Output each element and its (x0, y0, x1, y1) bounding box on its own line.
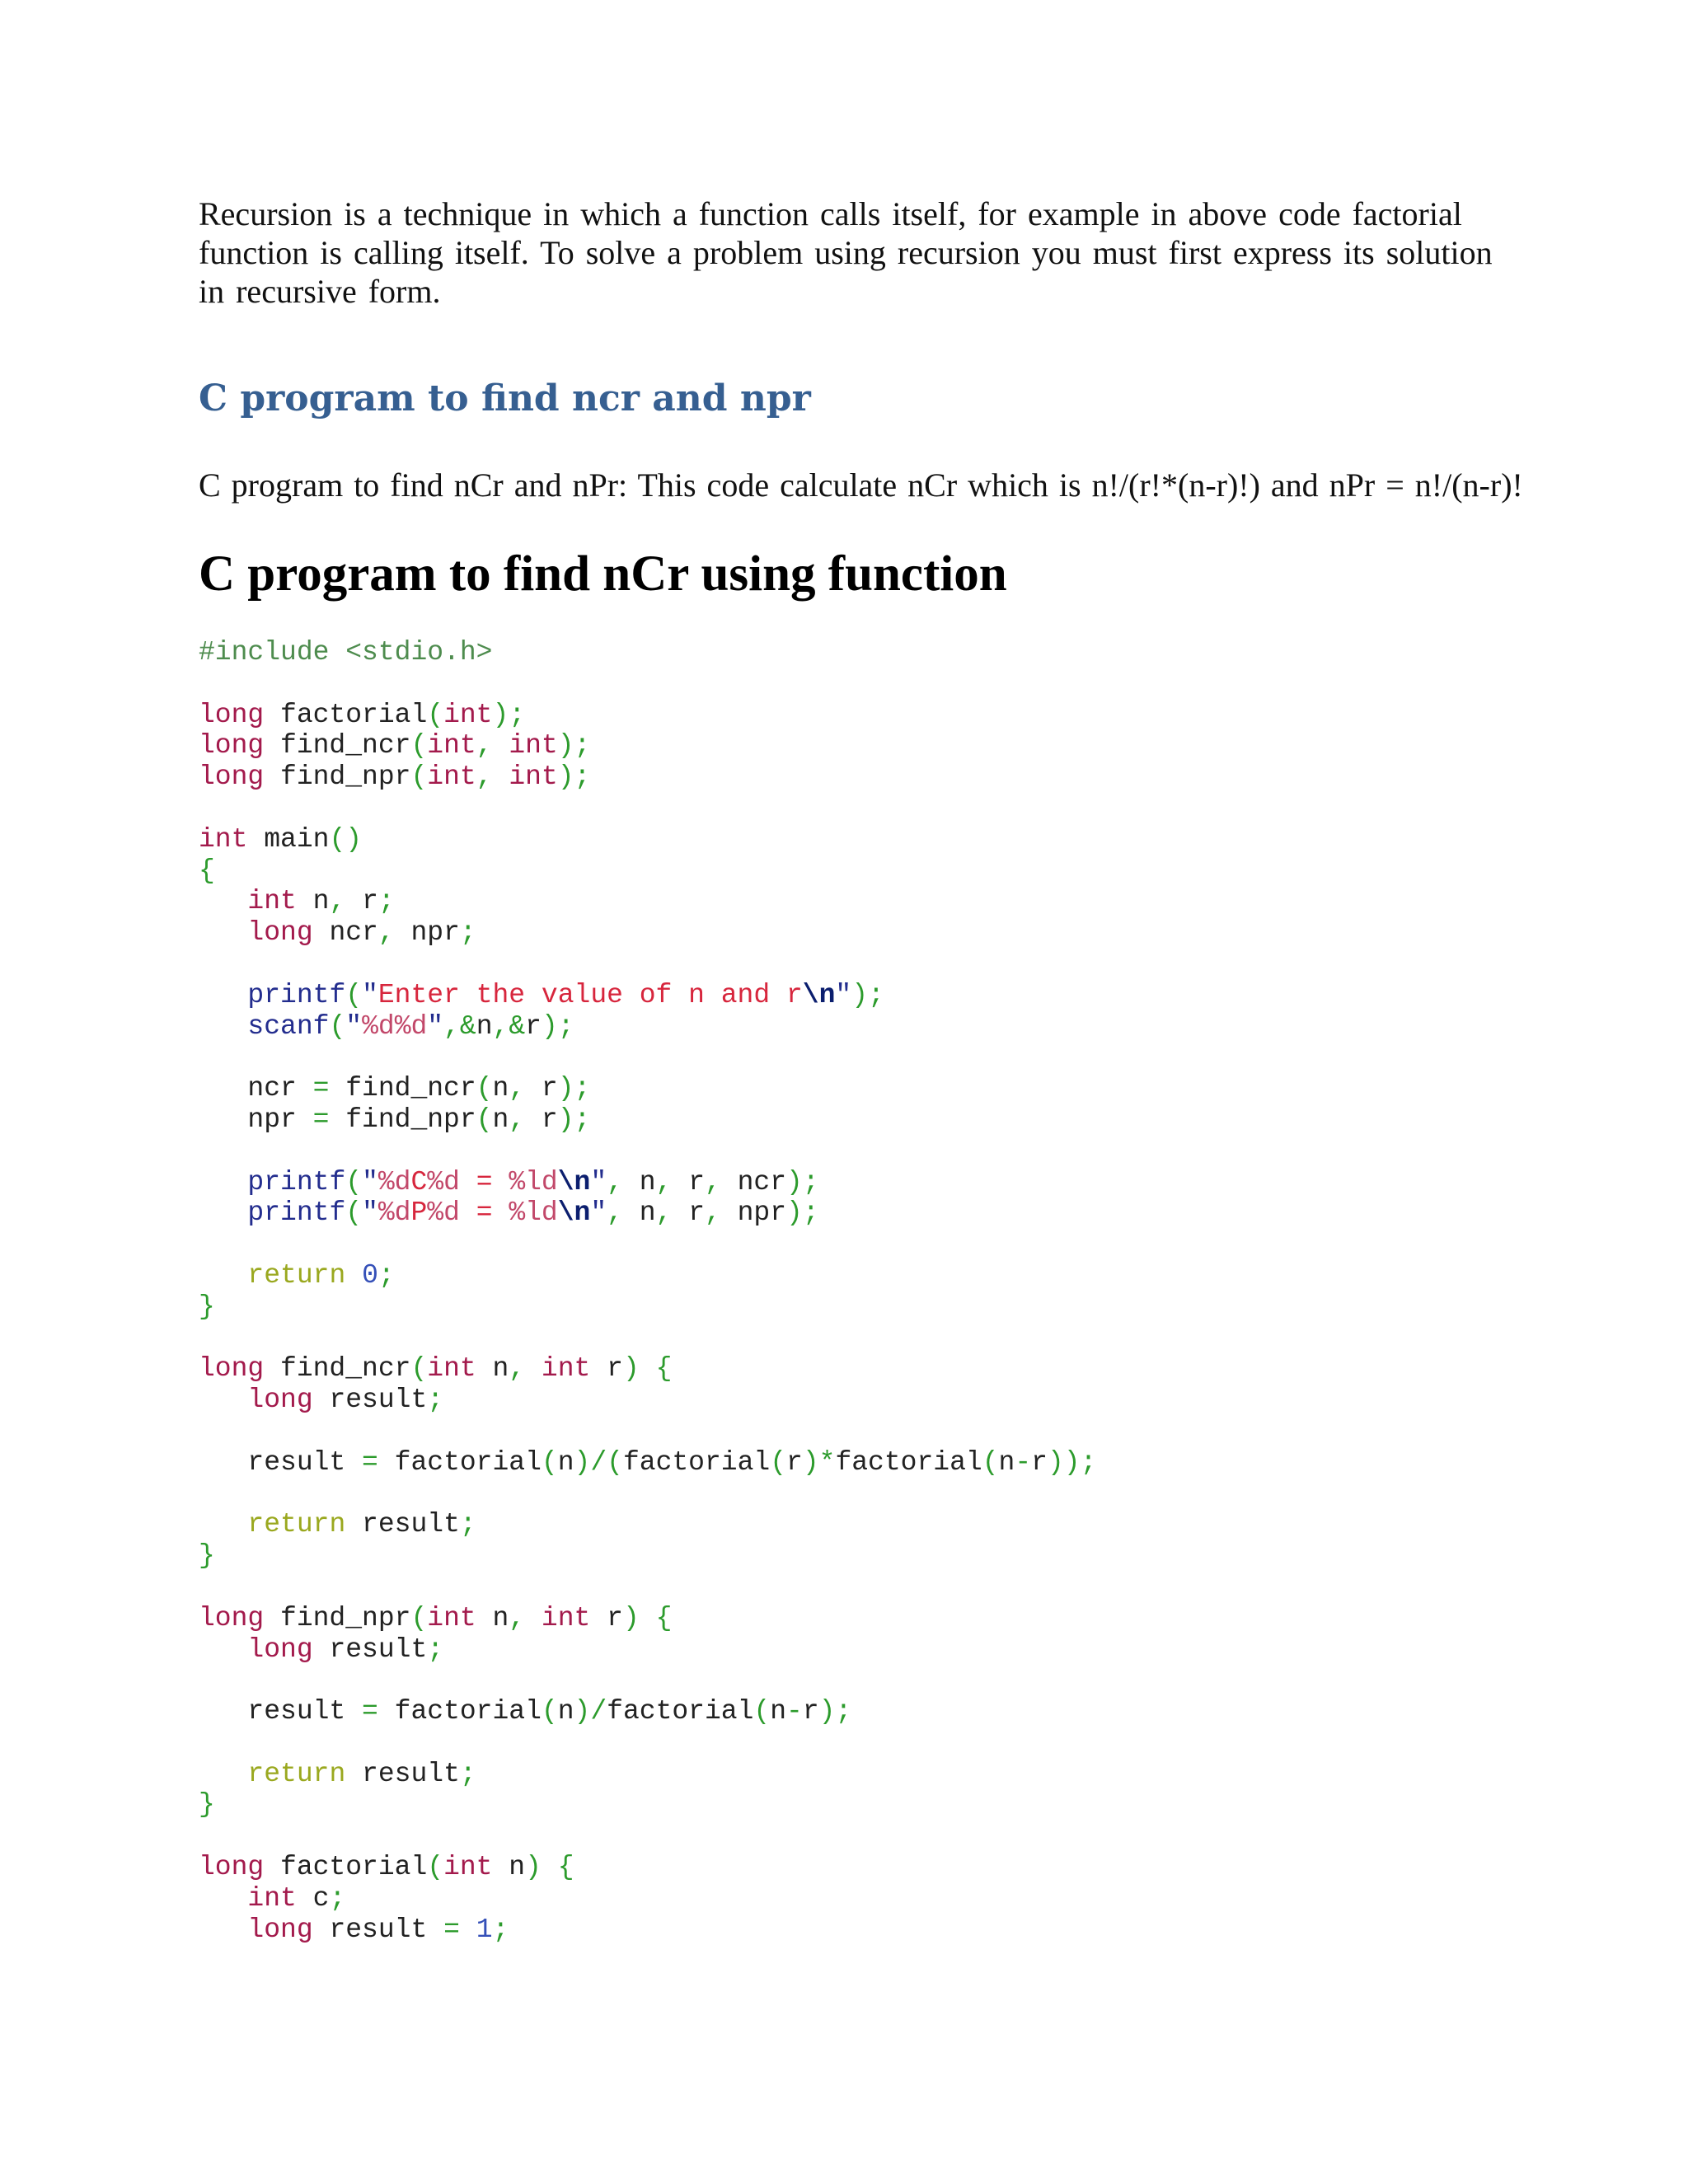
code-line: result = factorial(n)/(factorial(r)*factorial(n-r)); (199, 1446, 1097, 1478)
code-line: long factorial(int); (199, 699, 526, 730)
code-line: } (199, 1789, 215, 1821)
section-heading: C program to find ncr and npr (199, 377, 811, 419)
code-line (199, 1479, 1096, 1510)
code-line (199, 1136, 1096, 1167)
code-line: printf("%dP%d = %ld\n", n, r, npr); (247, 1197, 819, 1229)
code-line: int c; (247, 1882, 346, 1914)
code-line (199, 949, 1096, 980)
code-line (199, 1821, 1096, 1852)
code-line: long result; (247, 1385, 444, 1416)
code-line: printf("%dC%d = %ld\n", n, r, ncr); (247, 1166, 819, 1197)
code-line (199, 1323, 1096, 1354)
code-line (199, 1042, 1096, 1073)
code-line: return 0; (247, 1259, 395, 1291)
code-line: int main() (199, 823, 363, 855)
code-line: result = factorial(n)/factorial(n-r); (199, 1696, 852, 1727)
code-line: scanf("%d%d",&n,&r); (247, 1010, 574, 1042)
code-line: ncr = find_ncr(n, r); (199, 1073, 591, 1104)
code-line: long find_npr(int, int); (199, 762, 591, 793)
code-line (199, 668, 1096, 700)
code-line (199, 1416, 1096, 1447)
code-line (199, 1229, 1096, 1260)
code-line (199, 1727, 1096, 1759)
code-line: long result = 1; (247, 1914, 509, 1945)
code-line (199, 793, 1096, 824)
code-line: #include <stdio.h> (199, 637, 493, 668)
code-line (199, 1665, 1096, 1696)
code-line: long result; (247, 1633, 444, 1665)
code-line (199, 1572, 1096, 1603)
code-line: return result; (247, 1509, 476, 1540)
code-line: int n, r; (247, 886, 395, 917)
code-line: printf("Enter the value of n and r\n"); (247, 979, 884, 1010)
page-title: C program to find nCr using function (199, 546, 1007, 602)
code-line: long find_ncr(int, int); (199, 730, 591, 762)
code-line: { (199, 855, 215, 886)
code-block (199, 637, 1096, 1945)
intro-text (199, 194, 1493, 311)
code-line: npr = find_npr(n, r); (199, 1104, 591, 1135)
code-line: } (199, 1540, 215, 1572)
code-line: long find_npr(int n, int r) { (199, 1602, 673, 1633)
code-line: long ncr, npr; (247, 917, 476, 949)
intro-paragraph: Recursion is a technique in which a function calls itself, for example in above code factorial function is calling itself. To solve a problem using recursion you must first express its solution in recursive form. (199, 195, 1493, 310)
code-line: return result; (247, 1758, 476, 1789)
description-text: C program to find nCr and nPr: This code calculate nCr which is n!/(r!*(n-r)!) and nPr = n!/(n-r)! (199, 466, 1523, 504)
code-line: long find_ncr(int n, int r) { (199, 1353, 673, 1385)
code-line: } (199, 1291, 215, 1322)
code-line: long factorial(int n) { (199, 1852, 574, 1883)
